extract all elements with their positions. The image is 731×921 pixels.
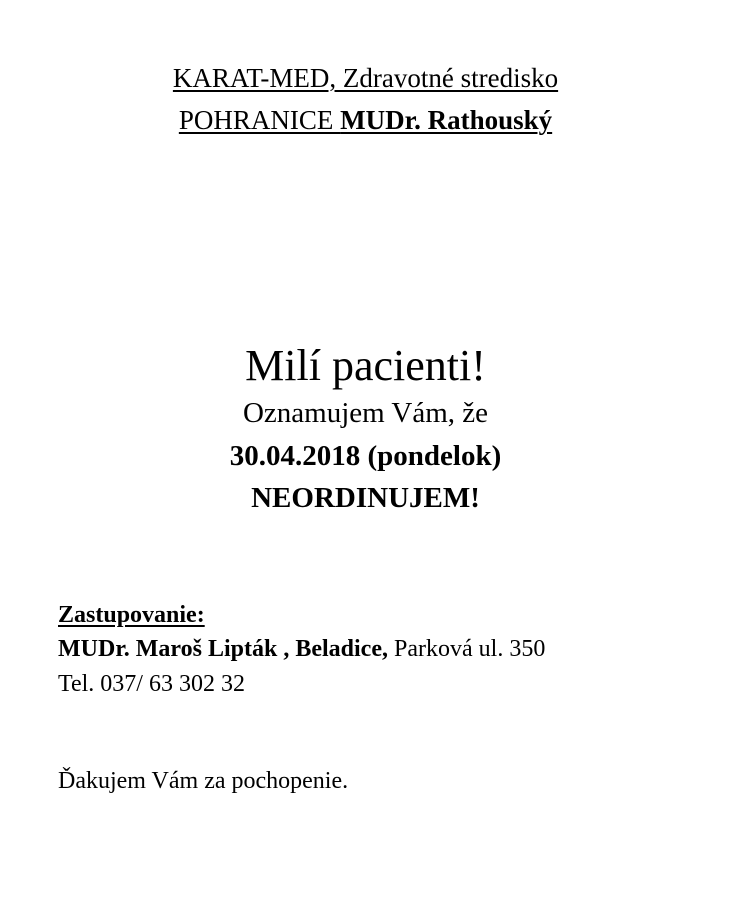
closure-notice: NEORDINUJEM! — [251, 482, 480, 514]
closure-date: 30.04.2018 (pondelok) — [229, 440, 502, 472]
substitute-phone: Tel. 037/ 63 302 32 — [58, 671, 245, 697]
substitute-address: Parková ul. 350 — [388, 636, 546, 662]
substitute-doctor-line — [58, 635, 545, 663]
clinic-location: POHRANICE — [178, 105, 341, 135]
substitute-doctor: MUDr. Maroš Lipták , Beladice, — [58, 636, 388, 662]
clinic-name — [0, 62, 731, 94]
greeting: Milí pacienti! — [245, 341, 486, 390]
clinic-location-doctor — [0, 104, 731, 136]
announcement-intro: Oznamujem Vám, že — [242, 397, 489, 429]
clinic-doctor: MUDr. Rathouský — [340, 105, 553, 135]
closing-thanks: Ďakujem Vám za pochopenie. — [58, 768, 349, 794]
substitute-heading: Zastupovanie: — [58, 602, 205, 628]
clinic-name-text: KARAT-MED, Zdravotné stredisko — [172, 63, 559, 93]
